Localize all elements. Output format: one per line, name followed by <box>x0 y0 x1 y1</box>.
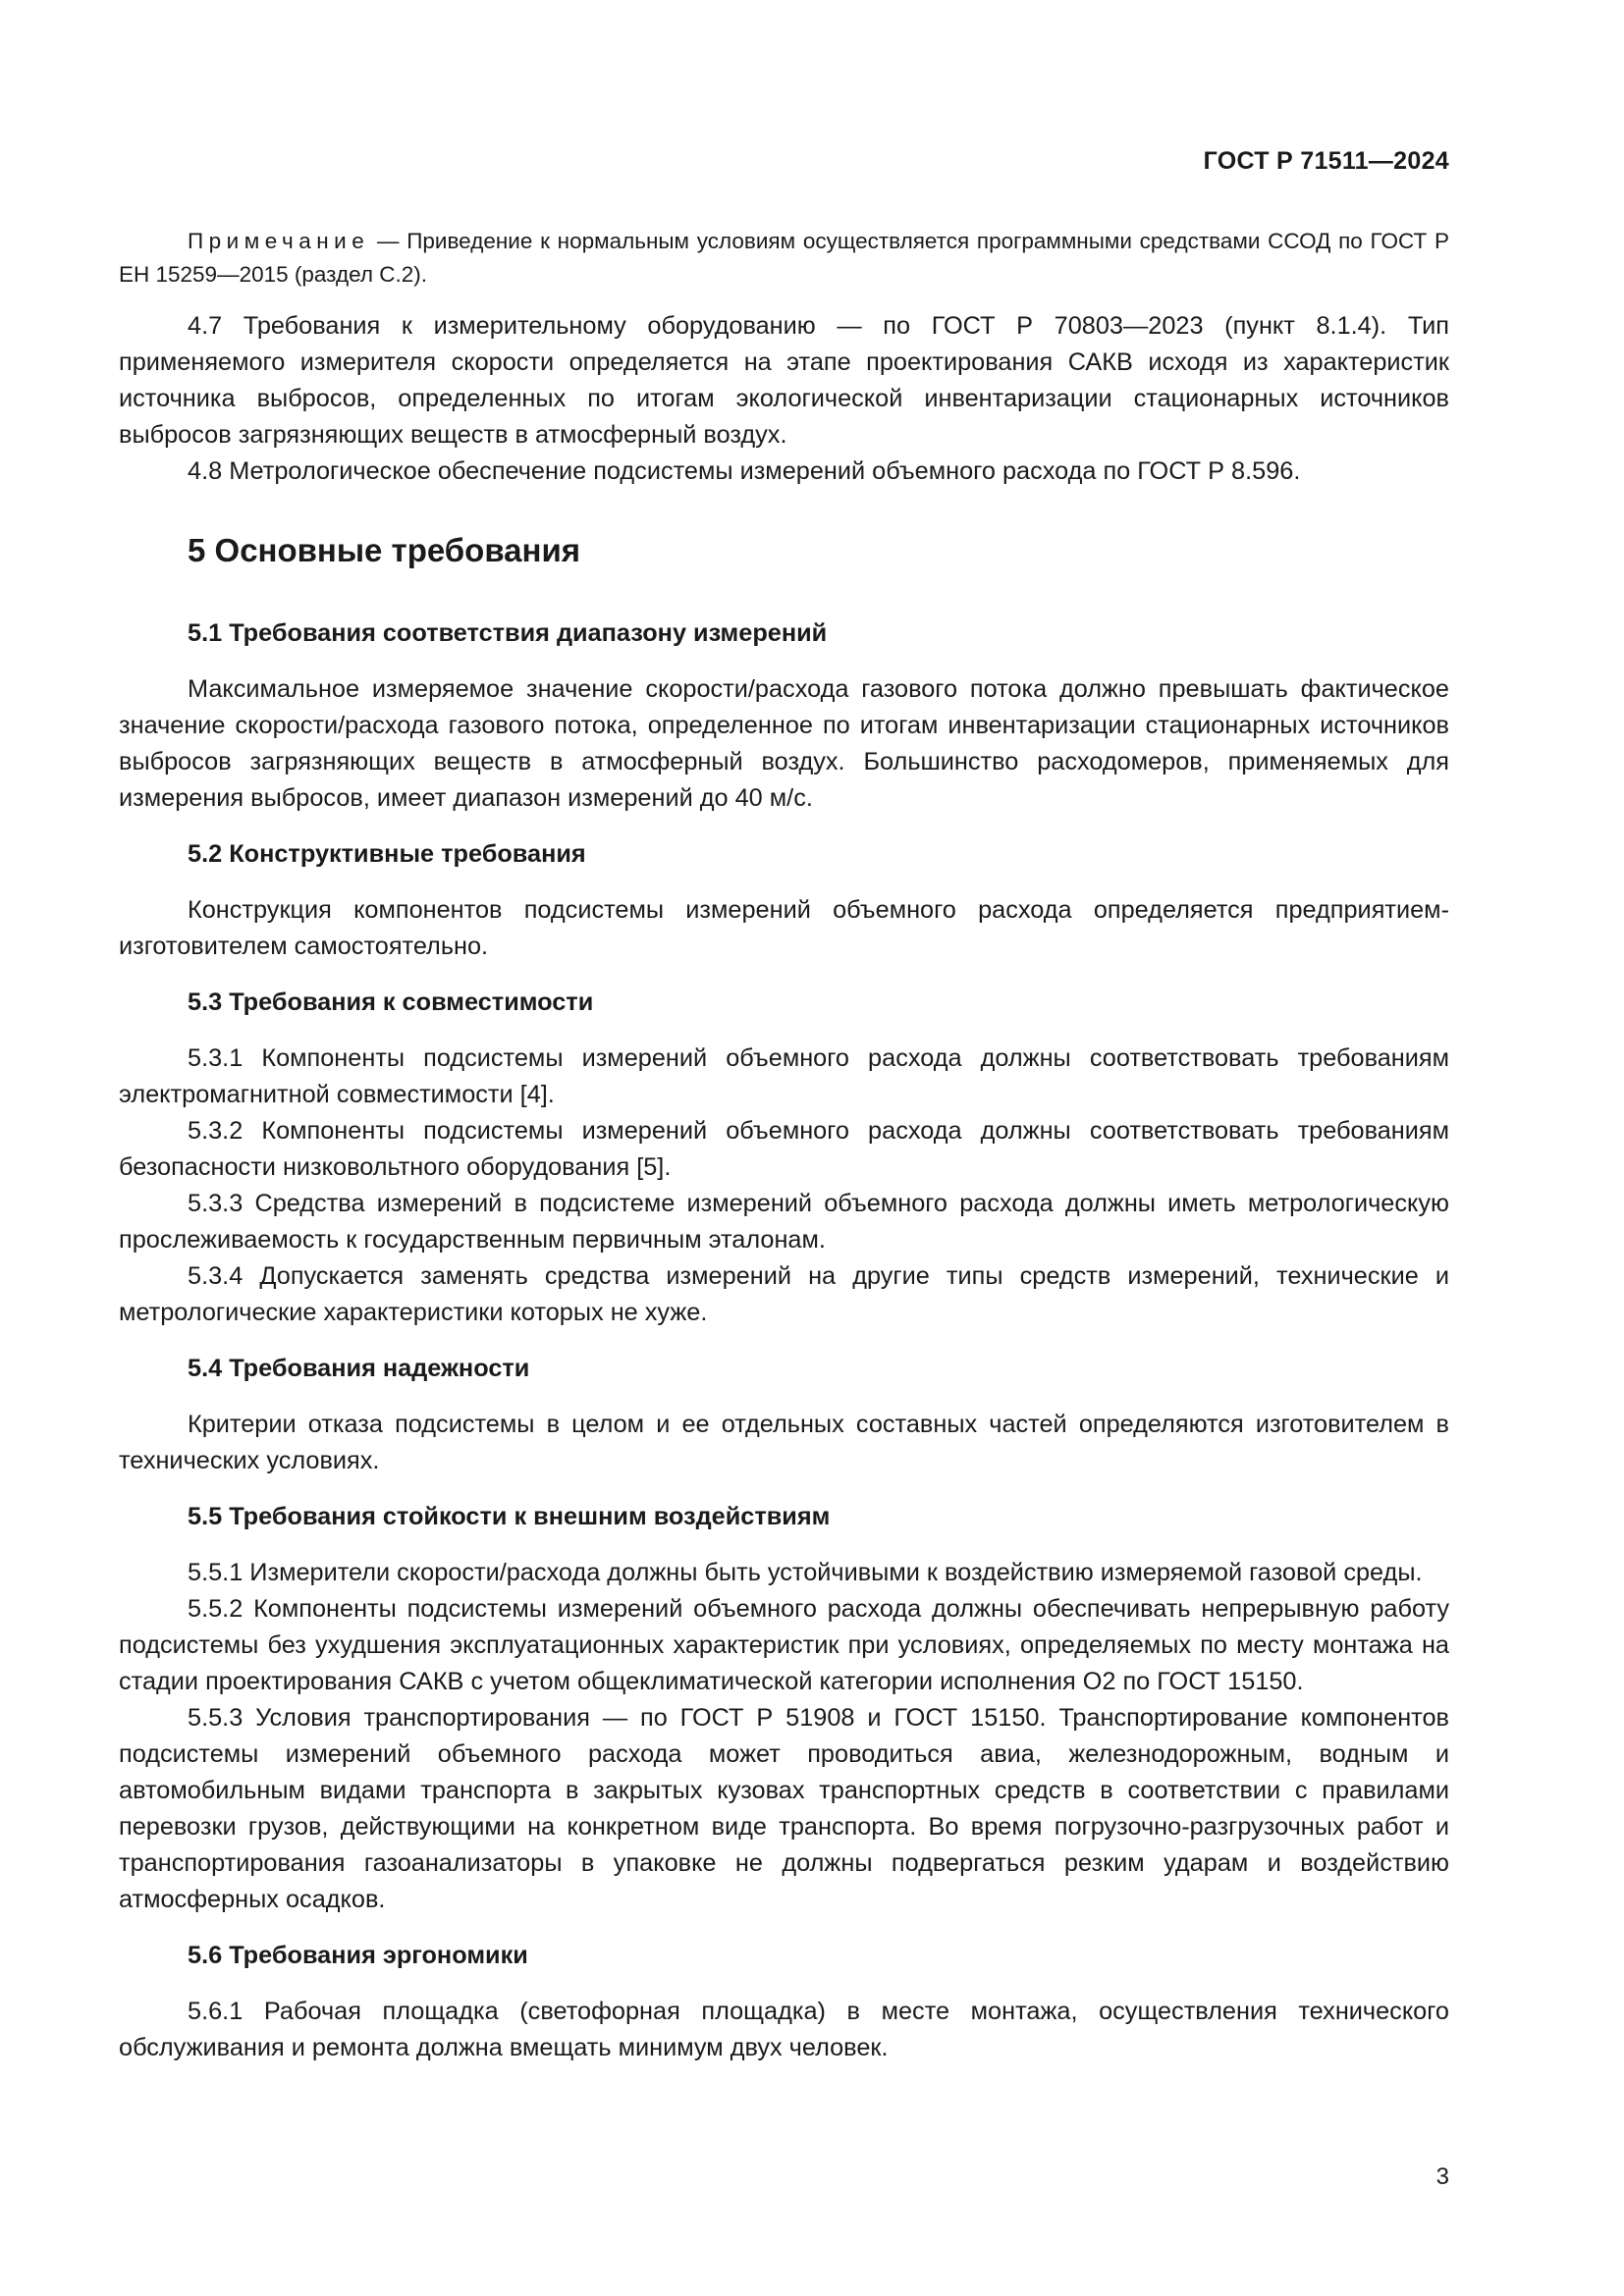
subsection-5-5-heading: 5.5 Требования стойкости к внешним воздействиям <box>188 1503 831 1530</box>
subsection-5-4-heading: 5.4 Требования надежности <box>188 1355 530 1382</box>
paragraph-5-3-4: 5.3.4 Допускается заменять средства измерений на другие типы средств измерений, технические и метрологические характеристики которых не хуже. <box>119 1262 1449 1326</box>
paragraph-5-6-1: 5.6.1 Рабочая площадка (светофорная площадка) в месте монтажа, осуществления технического обслуживания и ремонта должна вмещать минимум двух человек. <box>119 1998 1449 2061</box>
paragraph-5-1: Максимальное измеряемое значение скорости/расхода газового потока должно превышать фактическое значение скорости/расхода газового потока, определенное по итогам инвентаризации стационарных источников выбросов загрязняющих веществ в атмосферный воздух. Большинство расходомеров, применяемых для измерения выбросов, имеет диапазон измерений до 40 м/с. <box>119 675 1449 812</box>
subsection-5-1-heading: 5.1 Требования соответствия диапазону измерений <box>188 619 828 647</box>
page-content <box>119 225 1449 2066</box>
subsection-5-3-heading: 5.3 Требования к совместимости <box>188 988 594 1016</box>
page-number: 3 <box>1435 2163 1449 2190</box>
paragraph-5-5-1: 5.5.1 Измерители скорости/расхода должны быть устойчивыми к воздействию измеряемой газовой среды. <box>188 1559 1423 1586</box>
paragraph-5-3-1: 5.3.1 Компоненты подсистемы измерений объемного расхода должны соответствовать требованиям электромагнитной совместимости [4]. <box>119 1044 1449 1108</box>
paragraph-4-7: 4.7 Требования к измерительному оборудованию — по ГОСТ Р 70803—2023 (пункт 8.1.4). Тип применяемого измерителя скорости определяется на этапе проектирования САКВ исходя из характеристик источника выбросов, определенных по итогам экологической инвентаризации стационарных источников выбросов загрязняющих веществ в атмосферный воздух. <box>119 312 1449 449</box>
note-paragraph <box>119 225 1449 292</box>
paragraph-5-4: Критерии отказа подсистемы в целом и ее отдельных составных частей определяются изготовителем в технических условиях. <box>119 1411 1449 1474</box>
paragraph-4-8: 4.8 Метрологическое обеспечение подсистемы измерений объемного расхода по ГОСТ Р 8.596. <box>188 457 1301 485</box>
note-label: Примечание <box>188 229 370 253</box>
section-5-heading: 5 Основные требования <box>188 532 581 568</box>
paragraph-5-2: Конструкция компонентов подсистемы измерений объемного расхода определяется предприятием-изготовителем самостоятельно. <box>119 896 1449 960</box>
note-text: — Приведение к нормальным условиям осуществляется программными средствами ССОД по ГОСТ Р ЕН 15259—2015 (раздел С.2). <box>119 229 1449 287</box>
paragraph-5-5-2: 5.5.2 Компоненты подсистемы измерений объемного расхода должны обеспечивать непрерывную работу подсистемы без ухудшения эксплуатационных характеристик при условиях, определяемых по месту монтажа на стадии проектирования САКВ с учетом общеклиматической категории исполнения О2 по ГОСТ 15150. <box>119 1595 1449 1695</box>
paragraph-5-5-3: 5.5.3 Условия транспортирования — по ГОСТ Р 51908 и ГОСТ 15150. Транспортирование компонентов подсистемы измерений объемного расхода может проводиться авиа, железнодорожным, водным и автомобильным видами транспорта в закрытых кузовах транспортных средств в соответствии с правилами перевозки грузов, действующими на конкретном виде транспорта. Во время погрузочно-разгрузочных работ и транспортирования газоанализаторы в упаковке не должны подвергаться резким ударам и воздействию атмосферных осадков. <box>119 1704 1449 1913</box>
paragraph-5-3-3: 5.3.3 Средства измерений в подсистеме измерений объемного расхода должны иметь метрологическую прослеживаемость к государственным первичным эталонам. <box>119 1190 1449 1254</box>
subsection-5-6-heading: 5.6 Требования эргономики <box>188 1942 528 1969</box>
subsection-5-2-heading: 5.2 Конструктивные требования <box>188 840 586 868</box>
document-code-header: ГОСТ Р 71511—2024 <box>1203 147 1449 175</box>
paragraph-5-3-2: 5.3.2 Компоненты подсистемы измерений объемного расхода должны соответствовать требованиям безопасности низковольтного оборудования [5]. <box>119 1117 1449 1181</box>
